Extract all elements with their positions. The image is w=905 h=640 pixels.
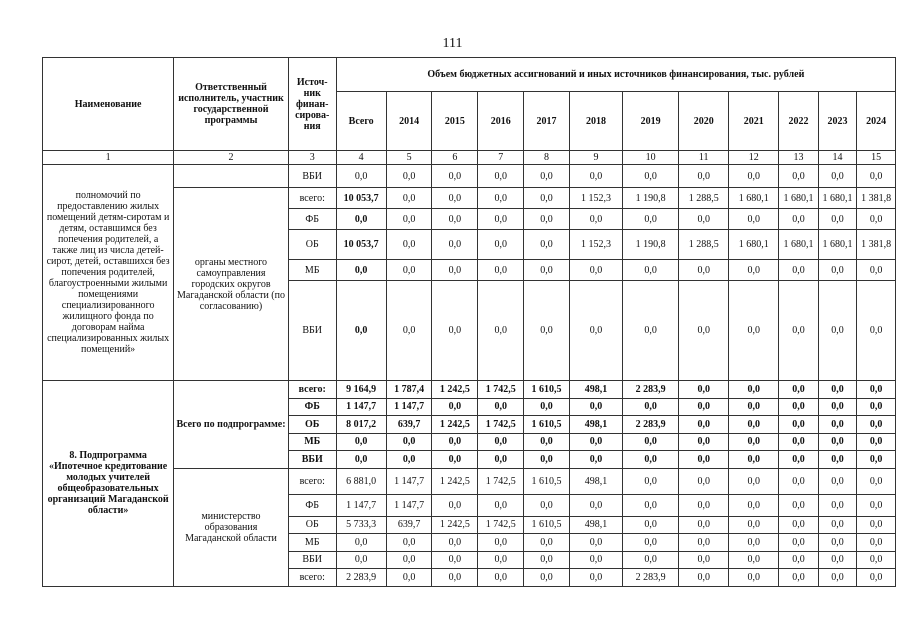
table-body — [43, 165, 896, 587]
source-cell: ВБИ — [288, 451, 336, 469]
value-cell: 0,0 — [818, 451, 857, 469]
source-cell: ФБ — [288, 398, 336, 416]
column-number-15: 15 — [857, 151, 896, 165]
value-cell: 0,0 — [818, 433, 857, 451]
value-cell: 639,7 — [386, 516, 432, 534]
value-cell: 0,0 — [729, 451, 779, 469]
value-cell: 1 288,5 — [679, 230, 729, 260]
value-cell: 1 242,5 — [432, 416, 478, 434]
value-cell: 0,0 — [779, 165, 819, 188]
value-cell: 0,0 — [623, 209, 679, 230]
value-cell: 0,0 — [779, 416, 819, 434]
executor-cell-empty — [174, 165, 289, 188]
value-cell: 0,0 — [478, 260, 524, 281]
column-number-5: 5 — [386, 151, 432, 165]
value-cell: 0,0 — [818, 398, 857, 416]
value-cell: 0,0 — [779, 398, 819, 416]
table-row — [43, 165, 896, 188]
value-cell: 0,0 — [386, 551, 432, 569]
value-cell: 0,0 — [818, 381, 857, 399]
value-cell: 0,0 — [857, 398, 896, 416]
value-cell: 0,0 — [478, 433, 524, 451]
value-cell: 0,0 — [857, 209, 896, 230]
value-cell: 0,0 — [729, 260, 779, 281]
value-cell: 0,0 — [432, 230, 478, 260]
value-cell: 0,0 — [779, 569, 819, 587]
column-number-12: 12 — [729, 151, 779, 165]
value-cell: 1 610,5 — [524, 468, 570, 494]
column-number-3: 3 — [288, 151, 336, 165]
value-cell: 0,0 — [432, 398, 478, 416]
header-name: Наименование — [43, 58, 174, 151]
value-cell: 1 680,1 — [818, 230, 857, 260]
value-cell: 0,0 — [432, 165, 478, 188]
total-cell: 0,0 — [336, 260, 386, 281]
value-cell: 0,0 — [679, 569, 729, 587]
source-cell: всего: — [288, 381, 336, 399]
total-cell: 0,0 — [336, 451, 386, 469]
value-cell: 0,0 — [524, 281, 570, 381]
value-cell: 1 610,5 — [524, 416, 570, 434]
value-cell: 0,0 — [679, 381, 729, 399]
value-cell: 0,0 — [386, 569, 432, 587]
value-cell: 0,0 — [386, 281, 432, 381]
value-cell: 0,0 — [432, 433, 478, 451]
column-number-14: 14 — [818, 151, 857, 165]
value-cell: 639,7 — [386, 416, 432, 434]
value-cell: 0,0 — [432, 451, 478, 469]
column-number-7: 7 — [478, 151, 524, 165]
header-year-2019: 2019 — [623, 92, 679, 151]
total-cell: 0,0 — [336, 165, 386, 188]
value-cell: 0,0 — [729, 433, 779, 451]
value-cell: 0,0 — [857, 281, 896, 381]
header-year-2022: 2022 — [779, 92, 819, 151]
value-cell: 0,0 — [386, 451, 432, 469]
value-cell: 1 152,3 — [569, 230, 622, 260]
total-cell: 10 053,7 — [336, 230, 386, 260]
column-number-8: 8 — [524, 151, 570, 165]
value-cell: 0,0 — [729, 209, 779, 230]
value-cell: 0,0 — [729, 516, 779, 534]
value-cell: 0,0 — [386, 433, 432, 451]
subprogram-name-cell: 8. Подпрограмма «Ипотечное кредитование молодых учителей общеобразовательных организаций Магаданской области» — [43, 381, 174, 587]
value-cell: 1 381,8 — [857, 230, 896, 260]
value-cell: 0,0 — [569, 551, 622, 569]
column-number-row — [43, 151, 896, 165]
value-cell: 0,0 — [569, 209, 622, 230]
header-executor: Ответственный исполнитель, участник государственной программы — [174, 58, 289, 151]
value-cell: 0,0 — [857, 165, 896, 188]
value-cell: 0,0 — [524, 188, 570, 209]
value-cell: 0,0 — [729, 551, 779, 569]
value-cell: 0,0 — [386, 230, 432, 260]
value-cell: 0,0 — [779, 260, 819, 281]
value-cell: 0,0 — [478, 165, 524, 188]
value-cell: 0,0 — [679, 165, 729, 188]
value-cell: 0,0 — [569, 433, 622, 451]
value-cell: 0,0 — [478, 188, 524, 209]
total-cell: 5 733,3 — [336, 516, 386, 534]
value-cell: 0,0 — [478, 451, 524, 469]
value-cell: 0,0 — [524, 398, 570, 416]
value-cell: 0,0 — [679, 516, 729, 534]
value-cell: 1 680,1 — [779, 230, 819, 260]
value-cell: 1 152,3 — [569, 188, 622, 209]
value-cell: 0,0 — [569, 260, 622, 281]
value-cell: 0,0 — [432, 534, 478, 552]
header-year-2021: 2021 — [729, 92, 779, 151]
value-cell: 0,0 — [857, 451, 896, 469]
value-cell: 0,0 — [524, 451, 570, 469]
value-cell: 0,0 — [857, 433, 896, 451]
header-year-2024: 2024 — [857, 92, 896, 151]
value-cell: 0,0 — [478, 209, 524, 230]
value-cell: 0,0 — [679, 451, 729, 469]
value-cell: 0,0 — [679, 281, 729, 381]
value-cell: 0,0 — [623, 433, 679, 451]
source-cell: ВБИ — [288, 551, 336, 569]
value-cell: 0,0 — [478, 230, 524, 260]
executor-cell: органы местного самоуправления городских округов Магаданской области (по согласованию) — [174, 188, 289, 381]
column-number-2: 2 — [174, 151, 289, 165]
value-cell: 0,0 — [569, 569, 622, 587]
source-cell: ОБ — [288, 516, 336, 534]
value-cell: 0,0 — [386, 209, 432, 230]
value-cell: 0,0 — [524, 494, 570, 516]
column-number-11: 11 — [679, 151, 729, 165]
value-cell: 0,0 — [729, 534, 779, 552]
value-cell: 0,0 — [386, 534, 432, 552]
value-cell: 1 190,8 — [623, 188, 679, 209]
value-cell: 0,0 — [779, 494, 819, 516]
value-cell: 0,0 — [779, 468, 819, 494]
source-cell: ОБ — [288, 230, 336, 260]
value-cell: 0,0 — [623, 534, 679, 552]
value-cell: 0,0 — [623, 551, 679, 569]
value-cell: 498,1 — [569, 516, 622, 534]
value-cell: 0,0 — [729, 165, 779, 188]
value-cell: 498,1 — [569, 416, 622, 434]
source-cell: ВБИ — [288, 165, 336, 188]
total-cell: 0,0 — [336, 433, 386, 451]
source-cell: всего: — [288, 188, 336, 209]
value-cell: 0,0 — [478, 534, 524, 552]
value-cell: 0,0 — [779, 534, 819, 552]
value-cell: 0,0 — [679, 494, 729, 516]
header-year-2023: 2023 — [818, 92, 857, 151]
value-cell: 0,0 — [569, 281, 622, 381]
value-cell: 1 242,5 — [432, 381, 478, 399]
value-cell: 0,0 — [679, 398, 729, 416]
value-cell: 0,0 — [569, 534, 622, 552]
value-cell: 1 190,8 — [623, 230, 679, 260]
total-cell: 0,0 — [336, 551, 386, 569]
value-cell: 0,0 — [818, 569, 857, 587]
value-cell: 498,1 — [569, 381, 622, 399]
value-cell: 1 381,8 — [857, 188, 896, 209]
value-cell: 0,0 — [729, 381, 779, 399]
total-cell: 1 147,7 — [336, 494, 386, 516]
value-cell: 1 680,1 — [729, 188, 779, 209]
value-cell: 0,0 — [779, 281, 819, 381]
value-cell: 0,0 — [857, 569, 896, 587]
value-cell: 0,0 — [679, 534, 729, 552]
source-cell: МБ — [288, 260, 336, 281]
value-cell: 0,0 — [432, 260, 478, 281]
table-row — [43, 381, 896, 399]
value-cell: 2 283,9 — [623, 381, 679, 399]
header-year-2014: 2014 — [386, 92, 432, 151]
value-cell: 1 742,5 — [478, 381, 524, 399]
value-cell: 0,0 — [432, 281, 478, 381]
value-cell: 1 242,5 — [432, 468, 478, 494]
value-cell: 0,0 — [623, 260, 679, 281]
total-cell: 8 017,2 — [336, 416, 386, 434]
header-year-2018: 2018 — [569, 92, 622, 151]
source-cell: ФБ — [288, 209, 336, 230]
value-cell: 0,0 — [524, 165, 570, 188]
header-year-2016: 2016 — [478, 92, 524, 151]
value-cell: 0,0 — [623, 281, 679, 381]
value-cell: 0,0 — [432, 188, 478, 209]
value-cell: 1 610,5 — [524, 381, 570, 399]
value-cell: 0,0 — [729, 281, 779, 381]
subtotal-label-cell: Всего по подпрограмме: — [174, 381, 289, 469]
source-cell: всего: — [288, 569, 336, 587]
column-number-13: 13 — [779, 151, 819, 165]
value-cell: 0,0 — [524, 534, 570, 552]
value-cell: 0,0 — [432, 494, 478, 516]
value-cell: 0,0 — [679, 433, 729, 451]
column-number-10: 10 — [623, 151, 679, 165]
total-cell: 0,0 — [336, 281, 386, 381]
value-cell: 0,0 — [857, 260, 896, 281]
value-cell: 0,0 — [818, 209, 857, 230]
value-cell: 0,0 — [729, 494, 779, 516]
value-cell: 0,0 — [857, 468, 896, 494]
header-year-2017: 2017 — [524, 92, 570, 151]
header-total: Всего — [336, 92, 386, 151]
value-cell: 0,0 — [818, 551, 857, 569]
value-cell: 498,1 — [569, 468, 622, 494]
value-cell: 0,0 — [478, 494, 524, 516]
value-cell: 0,0 — [524, 433, 570, 451]
value-cell: 0,0 — [729, 398, 779, 416]
total-cell: 0,0 — [336, 209, 386, 230]
total-cell: 9 164,9 — [336, 381, 386, 399]
value-cell: 0,0 — [779, 516, 819, 534]
value-cell: 1 742,5 — [478, 468, 524, 494]
value-cell: 0,0 — [818, 260, 857, 281]
column-number-6: 6 — [432, 151, 478, 165]
value-cell: 0,0 — [478, 398, 524, 416]
value-cell: 0,0 — [679, 416, 729, 434]
value-cell: 1 147,7 — [386, 468, 432, 494]
value-cell: 0,0 — [857, 381, 896, 399]
source-cell: ФБ — [288, 494, 336, 516]
total-cell: 2 283,9 — [336, 569, 386, 587]
header-volume: Объем бюджетных ассигнований и иных источников финансирования, тыс. рублей — [336, 58, 895, 92]
value-cell: 0,0 — [524, 569, 570, 587]
value-cell: 0,0 — [857, 551, 896, 569]
value-cell: 1 147,7 — [386, 398, 432, 416]
value-cell: 0,0 — [818, 534, 857, 552]
value-cell: 1 680,1 — [779, 188, 819, 209]
value-cell: 0,0 — [432, 551, 478, 569]
value-cell: 1 288,5 — [679, 188, 729, 209]
value-cell: 0,0 — [818, 281, 857, 381]
value-cell: 0,0 — [569, 451, 622, 469]
value-cell: 1 610,5 — [524, 516, 570, 534]
financing-table — [42, 57, 896, 587]
value-cell: 2 283,9 — [623, 569, 679, 587]
value-cell: 0,0 — [623, 451, 679, 469]
value-cell: 1 742,5 — [478, 416, 524, 434]
value-cell: 0,0 — [623, 516, 679, 534]
value-cell: 0,0 — [818, 468, 857, 494]
total-cell: 1 147,7 — [336, 398, 386, 416]
value-cell: 0,0 — [857, 516, 896, 534]
value-cell: 0,0 — [478, 551, 524, 569]
total-cell: 6 881,0 — [336, 468, 386, 494]
total-cell: 0,0 — [336, 534, 386, 552]
value-cell: 0,0 — [432, 209, 478, 230]
value-cell: 2 283,9 — [623, 416, 679, 434]
source-cell: ОБ — [288, 416, 336, 434]
value-cell: 0,0 — [818, 516, 857, 534]
value-cell: 0,0 — [623, 165, 679, 188]
value-cell: 0,0 — [569, 165, 622, 188]
value-cell: 0,0 — [679, 209, 729, 230]
value-cell: 0,0 — [857, 494, 896, 516]
value-cell: 0,0 — [729, 569, 779, 587]
value-cell: 0,0 — [679, 468, 729, 494]
value-cell: 1 787,4 — [386, 381, 432, 399]
value-cell: 0,0 — [818, 494, 857, 516]
value-cell: 0,0 — [623, 468, 679, 494]
value-cell: 0,0 — [524, 209, 570, 230]
source-cell: МБ — [288, 433, 336, 451]
value-cell: 0,0 — [432, 569, 478, 587]
value-cell: 0,0 — [818, 416, 857, 434]
value-cell: 0,0 — [779, 209, 819, 230]
value-cell: 1 742,5 — [478, 516, 524, 534]
value-cell: 0,0 — [386, 260, 432, 281]
value-cell: 0,0 — [818, 165, 857, 188]
value-cell: 0,0 — [857, 416, 896, 434]
value-cell: 0,0 — [569, 494, 622, 516]
value-cell: 0,0 — [857, 534, 896, 552]
value-cell: 0,0 — [729, 416, 779, 434]
value-cell: 0,0 — [779, 381, 819, 399]
column-number-9: 9 — [569, 151, 622, 165]
value-cell: 0,0 — [386, 165, 432, 188]
source-cell: МБ — [288, 534, 336, 552]
value-cell: 0,0 — [478, 569, 524, 587]
value-cell: 1 680,1 — [818, 188, 857, 209]
value-cell: 0,0 — [779, 551, 819, 569]
header-year-2020: 2020 — [679, 92, 729, 151]
value-cell: 0,0 — [779, 451, 819, 469]
page-number: 111 — [442, 36, 463, 51]
total-cell: 10 053,7 — [336, 188, 386, 209]
value-cell: 0,0 — [524, 260, 570, 281]
value-cell: 0,0 — [524, 551, 570, 569]
value-cell: 0,0 — [623, 494, 679, 516]
value-cell: 0,0 — [478, 281, 524, 381]
value-cell: 0,0 — [623, 398, 679, 416]
value-cell: 0,0 — [679, 551, 729, 569]
source-cell: всего: — [288, 468, 336, 494]
value-cell: 1 680,1 — [729, 230, 779, 260]
header-year-2015: 2015 — [432, 92, 478, 151]
value-cell: 0,0 — [729, 468, 779, 494]
value-cell: 0,0 — [524, 230, 570, 260]
source-cell: ВБИ — [288, 281, 336, 381]
value-cell: 1 242,5 — [432, 516, 478, 534]
header-source: Источ-ник финан-сирова-ния — [288, 58, 336, 151]
column-number-1: 1 — [43, 151, 174, 165]
value-cell: 0,0 — [569, 398, 622, 416]
value-cell: 0,0 — [386, 188, 432, 209]
ministry-cell: министерство образования Магаданской области — [174, 468, 289, 586]
column-number-4: 4 — [336, 151, 386, 165]
section-name-cell: полномочий по предоставлению жилых помещений детям-сиротам и детям, оставшимся без попечения родителей, а также лиц из числа детей-сирот, детей, оставшихся без попечения родителей, благоустроенными жилыми помещениями специализированного жилищного фонда по договорам найма специализированных жилых помещений» — [43, 165, 174, 381]
value-cell: 0,0 — [679, 260, 729, 281]
value-cell: 0,0 — [779, 433, 819, 451]
value-cell: 1 147,7 — [386, 494, 432, 516]
